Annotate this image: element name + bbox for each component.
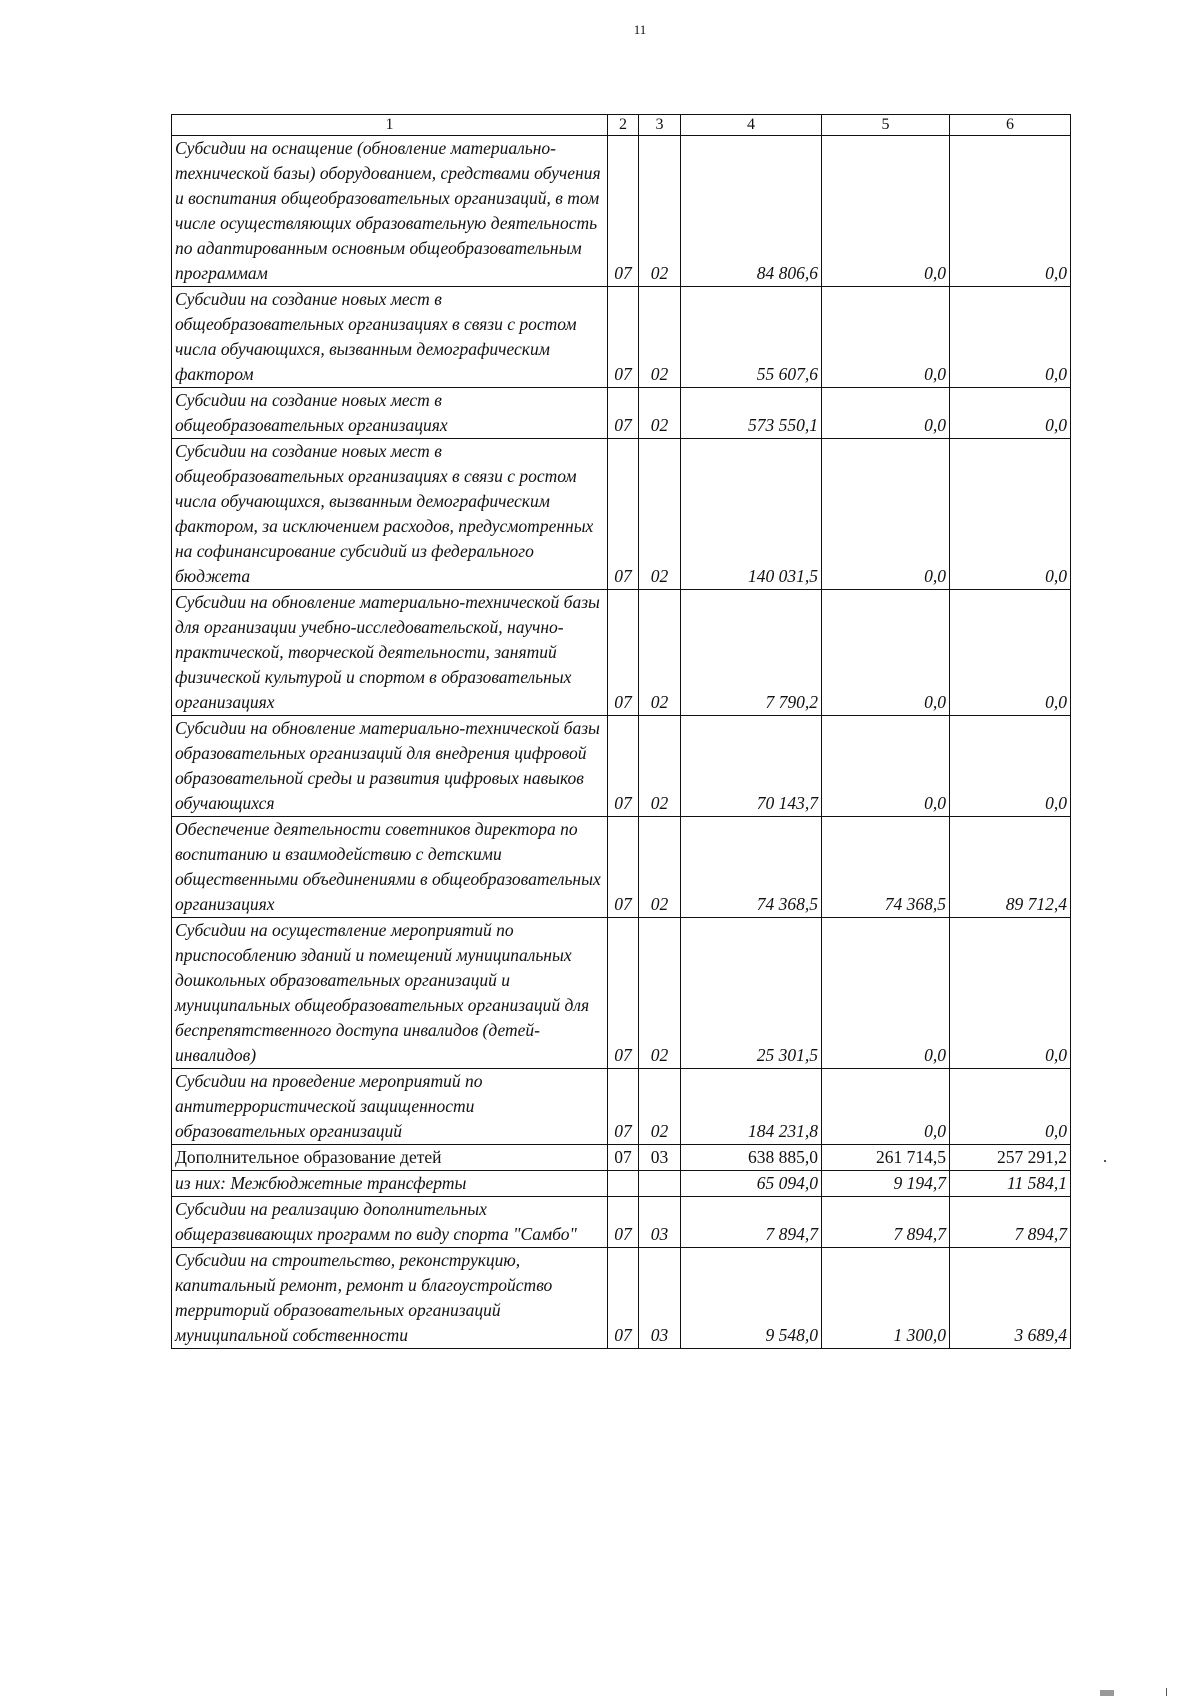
row-name-cell: Субсидии на проведение мероприятий по антитеррористической защищенности образовательных организаций xyxy=(172,1069,608,1145)
value-col-6-cell: 0,0 xyxy=(950,388,1071,439)
value-col-5-cell: 74 368,5 xyxy=(822,817,950,918)
value-col-4-cell: 70 143,7 xyxy=(681,716,822,817)
subsection-code-cell: 03 xyxy=(639,1248,681,1349)
value-col-6-cell: 0,0 xyxy=(950,136,1071,287)
budget-table xyxy=(171,114,1071,1349)
table-row xyxy=(172,1248,1071,1349)
value-col-6-cell: 89 712,4 xyxy=(950,817,1071,918)
value-col-6-cell: 3 689,4 xyxy=(950,1248,1071,1349)
header-col-5: 5 xyxy=(822,115,950,136)
value-col-5-cell: 0,0 xyxy=(822,287,950,388)
value-col-6-cell: 0,0 xyxy=(950,1069,1071,1145)
row-name-cell: Субсидии на создание новых мест в общеобразовательных организациях в связи с ростом числа обучающихся, вызванным демографическим фактором xyxy=(172,287,608,388)
scan-mark xyxy=(1100,1690,1114,1696)
value-col-4-cell: 9 548,0 xyxy=(681,1248,822,1349)
section-code-cell: 07 xyxy=(608,136,639,287)
value-col-5-cell: 0,0 xyxy=(822,918,950,1069)
header-row xyxy=(172,115,1071,136)
table-row xyxy=(172,287,1071,388)
value-col-5-cell: 1 300,0 xyxy=(822,1248,950,1349)
section-code-cell: 07 xyxy=(608,287,639,388)
value-col-6-cell: 0,0 xyxy=(950,439,1071,590)
section-code-cell: 07 xyxy=(608,1248,639,1349)
header-col-2: 2 xyxy=(608,115,639,136)
table-row xyxy=(172,1171,1071,1197)
row-name-cell: Субсидии на создание новых мест в общеобразовательных организациях xyxy=(172,388,608,439)
row-name-cell: Субсидии на обновление материально-технической базы образовательных организаций для внедрения цифровой образовательной среды и развития цифровых навыков обучающихся xyxy=(172,716,608,817)
subsection-code-cell: 02 xyxy=(639,817,681,918)
value-col-4-cell: 55 607,6 xyxy=(681,287,822,388)
row-name-cell: Субсидии на реализацию дополнительных общеразвивающих программ по виду спорта "Самбо" xyxy=(172,1197,608,1248)
value-col-4-cell: 84 806,6 xyxy=(681,136,822,287)
section-code-cell: 07 xyxy=(608,1145,639,1171)
subsection-code-cell: 02 xyxy=(639,136,681,287)
section-code-cell: 07 xyxy=(608,590,639,716)
value-col-4-cell: 25 301,5 xyxy=(681,918,822,1069)
section-code-cell xyxy=(608,1171,639,1197)
subsection-code-cell: 02 xyxy=(639,590,681,716)
section-code-cell: 07 xyxy=(608,918,639,1069)
value-col-5-cell: 0,0 xyxy=(822,439,950,590)
row-name-cell: Субсидии на осуществление мероприятий по приспособлению зданий и помещений муниципальных дошкольных образовательных организаций и муниципальных общеобразовательных организаций для беспрепятственного доступа инвалидов (детей-инвалидов) xyxy=(172,918,608,1069)
section-code-cell: 07 xyxy=(608,817,639,918)
value-col-4-cell: 7 790,2 xyxy=(681,590,822,716)
header-col-4: 4 xyxy=(681,115,822,136)
header-col-3: 3 xyxy=(639,115,681,136)
row-name-cell: Субсидии на строительство, реконструкцию, капитальный ремонт, ремонт и благоустройство территорий образовательных организаций муниципальной собственности xyxy=(172,1248,608,1349)
section-code-cell: 07 xyxy=(608,1069,639,1145)
value-col-6-cell: 0,0 xyxy=(950,918,1071,1069)
value-col-5-cell: 9 194,7 xyxy=(822,1171,950,1197)
table-row xyxy=(172,1145,1071,1171)
row-name-cell: Субсидии на обновление материально-технической базы для организации учебно-исследовательской, научно-практической, творческой деятельности, занятий физической культурой и спортом в образовательных организациях xyxy=(172,590,608,716)
value-col-6-cell: 11 584,1 xyxy=(950,1171,1071,1197)
subsection-code-cell: 02 xyxy=(639,439,681,590)
table-body xyxy=(172,115,1071,1349)
table-row xyxy=(172,918,1071,1069)
value-col-4-cell: 65 094,0 xyxy=(681,1171,822,1197)
value-col-6-cell: 0,0 xyxy=(950,716,1071,817)
value-col-5-cell: 261 714,5 xyxy=(822,1145,950,1171)
table-row xyxy=(172,136,1071,287)
subsection-code-cell: 03 xyxy=(639,1197,681,1248)
subsection-code-cell: 02 xyxy=(639,287,681,388)
value-col-5-cell: 0,0 xyxy=(822,590,950,716)
section-code-cell: 07 xyxy=(608,388,639,439)
value-col-6-cell: 0,0 xyxy=(950,287,1071,388)
value-col-6-cell: 0,0 xyxy=(950,590,1071,716)
subsection-code-cell xyxy=(639,1171,681,1197)
value-col-6-cell: 257 291,2 xyxy=(950,1145,1071,1171)
section-code-cell: 07 xyxy=(608,439,639,590)
value-col-4-cell: 74 368,5 xyxy=(681,817,822,918)
value-col-5-cell: 0,0 xyxy=(822,716,950,817)
section-code-cell: 07 xyxy=(608,716,639,817)
table-row xyxy=(172,590,1071,716)
value-col-6-cell: 7 894,7 xyxy=(950,1197,1071,1248)
subsection-code-cell: 02 xyxy=(639,918,681,1069)
table-row xyxy=(172,1069,1071,1145)
table-row xyxy=(172,439,1071,590)
subsection-code-cell: 03 xyxy=(639,1145,681,1171)
scan-mark xyxy=(1166,1688,1167,1696)
subsection-code-cell: 02 xyxy=(639,716,681,817)
value-col-4-cell: 638 885,0 xyxy=(681,1145,822,1171)
value-col-5-cell: 0,0 xyxy=(822,1069,950,1145)
value-col-4-cell: 184 231,8 xyxy=(681,1069,822,1145)
section-code-cell: 07 xyxy=(608,1197,639,1248)
value-col-5-cell: 0,0 xyxy=(822,388,950,439)
value-col-4-cell: 140 031,5 xyxy=(681,439,822,590)
table-row xyxy=(172,716,1071,817)
header-col-1: 1 xyxy=(172,115,608,136)
row-name-cell: из них: Межбюджетные трансферты xyxy=(172,1171,608,1197)
table-row xyxy=(172,1197,1071,1248)
header-col-6: 6 xyxy=(950,115,1071,136)
table-row xyxy=(172,388,1071,439)
value-col-4-cell: 573 550,1 xyxy=(681,388,822,439)
value-col-4-cell: 7 894,7 xyxy=(681,1197,822,1248)
scan-mark xyxy=(1104,1160,1106,1162)
value-col-5-cell: 7 894,7 xyxy=(822,1197,950,1248)
subsection-code-cell: 02 xyxy=(639,388,681,439)
page-number: 11 xyxy=(633,22,647,37)
row-name-cell: Обеспечение деятельности советников директора по воспитанию и взаимодействию с детскими общественными объединениями в общеобразовательных организациях xyxy=(172,817,608,918)
table-row xyxy=(172,817,1071,918)
row-name-cell: Субсидии на создание новых мест в общеобразовательных организациях в связи с ростом числа обучающихся, вызванным демографическим фактором, за исключением расходов, предусмотренных на софинансирование субсидий из федерального бюджета xyxy=(172,439,608,590)
row-name-cell: Субсидии на оснащение (обновление материально-технической базы) оборудованием, средствами обучения и воспитания общеобразовательных организаций, в том числе осуществляющих образовательную деятельность по адаптированным основным общеобразовательным программам xyxy=(172,136,608,287)
subsection-code-cell: 02 xyxy=(639,1069,681,1145)
value-col-5-cell: 0,0 xyxy=(822,136,950,287)
row-name-cell: Дополнительное образование детей xyxy=(172,1145,608,1171)
